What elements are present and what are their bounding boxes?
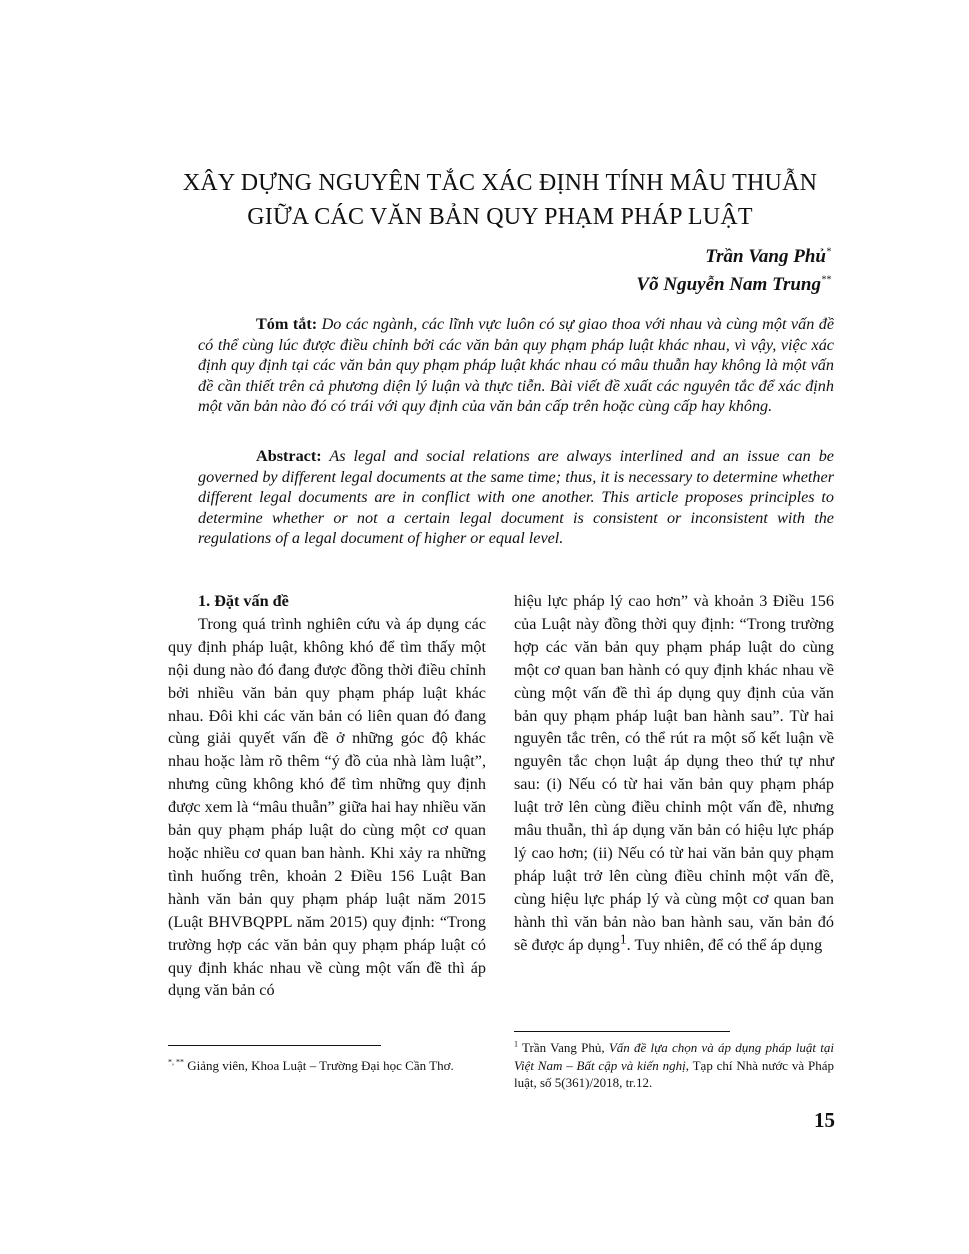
footnote-left: [168, 1057, 486, 1075]
author-2: [636, 274, 831, 296]
section-heading: 1. Đặt vấn đề: [198, 592, 289, 610]
footnote-left-text: Giảng viên, Khoa Luật – Trường Đại học Cần Thơ.: [184, 1058, 454, 1073]
right-column-paragraph: [514, 590, 834, 957]
abstract-en-text: As legal and social relations are always interlined and an issue can be governed by different legal documents at the same time; thus, it is necessary to determine whether different legal documents are in conflict with one another. This article proposes principles to determine whether or not a certain legal document is consistent or inconsistent with the regulations of a legal document of higher or equal level.: [198, 447, 834, 548]
abstract-en-label: Abstract:: [256, 447, 322, 465]
footnote-right-cited-title: Vấn đề lựa chọn và áp dụng pháp luật tại Việt Nam – Bất cập và kiến nghị: [514, 1040, 835, 1073]
footnote-rule-right: [514, 1031, 730, 1032]
abstract-vi-label: Tóm tắt:: [256, 315, 318, 333]
paper-title: [120, 166, 880, 234]
footnote-left-marks: *, **: [168, 1057, 184, 1067]
left-column-paragraph: Trong quá trình nghiên cứu và áp dụng các quy định pháp luật, không khó để tìm thấy một nội dung nào đó đang được đồng thời điều chỉnh bởi nhiều văn bản quy phạm pháp luật khác nhau. Đôi khi các văn bản có liên quan đó đang cùng giải quyết vấn đề ở những góc độ khác nhau hoặc làm rõ thêm “ý đồ của nhà làm luật”, nhưng cũng không khó để tìm những quy định được xem là “mâu thuẫn” giữa hai hay nhiều văn bản quy phạm pháp luật do cùng một cơ quan hoặc nhiều cơ quan ban hành. Khi xảy ra những tình huống trên, khoản 2 Điều 156 Luật Ban hành văn bản quy phạm pháp luật năm 2015 (Luật BHVBQPPL năm 2015) quy định: “Trong trường hợp các văn bản quy phạm pháp luật có quy định khác nhau về cùng một vấn đề thì áp dụng văn bản có: [168, 614, 486, 1000]
footnote-rule-left: [168, 1045, 381, 1046]
page-number: 15: [814, 1108, 835, 1132]
abstract-vietnamese: [198, 314, 834, 417]
left-column: [168, 590, 486, 1002]
right-column-text-a: hiệu lực pháp lý cao hơn” và khoản 3 Điều 156 của Luật này đồng thời quy định: “Trong trường hợp các văn bản quy phạm pháp luật do cùng một cơ quan ban hành có quy định khác nhau về cùng một vấn đề thì áp dụng quy định của văn bản quy phạm pháp luật ban hành sau”. Từ hai nguyên tắc trên, có thể rút ra một số kết luận về nguyên tắc chọn luật áp dụng theo thứ tự như sau: (i) Nếu có từ hai văn bản quy phạm pháp luật trở lên cùng điều chỉnh một vấn đề, nhưng mâu thuẫn, thì áp dụng văn bản có hiệu lực pháp lý cao hơn; (ii) Nếu có từ hai văn bản quy phạm pháp luật trở lên cùng điều chỉnh một vấn đề, cùng hiệu lực pháp lý và cùng một cơ quan ban hành thì văn bản nào ban hành sau, văn bản đó sẽ được áp dụng: [514, 592, 834, 954]
author-1-name: Trần Vang Phủ: [705, 246, 826, 267]
author-1: [705, 246, 831, 268]
abstract-vi-text: Do các ngành, các lĩnh vực luôn có sự giao thoa với nhau và cùng một vấn đề có thể cùng lúc được điều chỉnh bởi các văn bản quy phạm pháp luật khác nhau, vì vậy, việc xác định quy định tại các văn bản quy phạm pháp luật khác nhau có mâu thuẫn hay không là một vấn đề cần thiết trên cả phương diện lý luận và thực tiễn. Bài viết đề xuất các nguyên tắc để xác định một văn bản nào đó có trái với quy định của văn bản cấp trên hoặc cùng cấp hay không.: [198, 315, 835, 416]
right-column: [514, 590, 834, 957]
abstract-english: [198, 446, 834, 549]
footnote-right: [514, 1039, 834, 1092]
author-2-mark: **: [821, 274, 831, 286]
title-line-1: XÂY DỰNG NGUYÊN TẮC XÁC ĐỊNH TÍNH MÂU THUẪN: [182, 170, 818, 196]
footnote-right-mark: 1: [514, 1039, 518, 1049]
author-1-mark: *: [826, 246, 831, 258]
right-column-text-b: . Tuy nhiên, để có thể áp dụng: [626, 935, 823, 954]
author-2-name: Võ Nguyễn Nam Trung: [636, 274, 821, 295]
footnote-right-text-b: , Tạp chí Nhà nước và Pháp luật, số 5(361)/2018, tr.12.: [514, 1057, 834, 1090]
footnote-right-text-a: Trần Vang Phủ,: [518, 1040, 609, 1055]
footnote-ref-1: 1: [619, 931, 627, 947]
title-line-2: GIỮA CÁC VĂN BẢN QUY PHẠM PHÁP LUẬT: [247, 204, 753, 230]
